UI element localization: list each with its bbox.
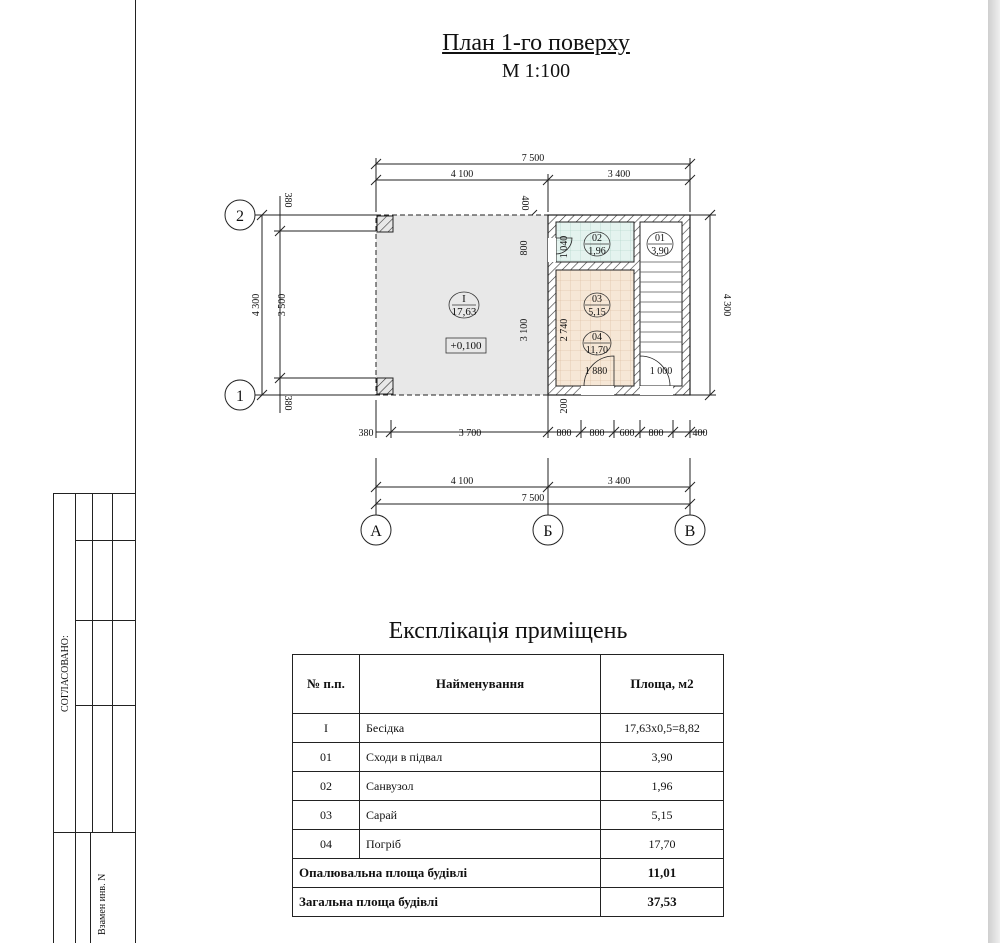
table-row [293,830,724,859]
row-number: 01 [293,743,360,772]
dim-left-inner: 3 500 [277,293,288,317]
row-name: Санвузол [360,772,601,801]
total-area-label: Загальна площа будівлі [293,888,601,917]
row-number: 03 [293,801,360,830]
stamp-inv-split [90,832,91,943]
room-02-area: 1,96 [588,246,606,257]
dim-bottom-800a: 800 [556,428,572,439]
column-top-left [377,216,393,232]
room-I-area: 17,63 [451,306,477,318]
page-edge-shadow [988,0,1000,943]
col-header-area: Площа, м2 [601,655,724,714]
row-number: 04 [293,830,360,859]
dim-bottom-400: 400 [692,428,708,439]
heated-area-value: 11,01 [601,859,724,888]
dim-mid-200: 200 [559,398,570,414]
dim-right-total: 4 300 [721,293,732,317]
col-header-name: Найменування [360,655,601,714]
stamp-row-3 [75,705,136,706]
dim-top-total: 7 500 [521,153,545,164]
axis-label-2: 2 [236,208,244,225]
room-02-number: 02 [592,233,602,244]
room-03-number: 03 [592,294,602,305]
axis-label-1: 1 [236,388,244,405]
dim-room-1880: 1 880 [584,366,608,377]
row-area: 17,63х0,5=8,82 [601,714,724,743]
plan-scale: М 1:100 [501,60,571,82]
room-01-number: 01 [655,233,665,244]
row-area: 3,90 [601,743,724,772]
axis-label-b: Б [543,523,553,540]
room-03-area: 5,15 [588,307,606,318]
dim-bottom-800c: 800 [648,428,664,439]
floor-level-mark: +0,100 [450,340,482,352]
dim-mid-400: 400 [519,195,530,211]
dim-room-1000: 1 000 [649,366,673,377]
table-row [293,801,724,830]
row-area: 5,15 [601,801,724,830]
row-name: Сарай [360,801,601,830]
heated-area-row [293,859,724,888]
dim-bottom2-left: 4 100 [450,476,474,487]
heated-area-label: Опалювальна площа будівлі [293,859,601,888]
explication-header-row [293,655,724,714]
dim-mid-3100: 3 100 [519,318,530,342]
table-row [293,714,724,743]
row-name: Сходи в підвал [360,743,601,772]
dim-door-1040: 1 040 [559,235,570,259]
row-area: 17,70 [601,830,724,859]
row-number: 02 [293,772,360,801]
total-area-value: 37,53 [601,888,724,917]
dim-bottom-600: 600 [619,428,635,439]
table-row [293,772,724,801]
dim-mid-800: 800 [519,240,530,256]
stamp-replace-inv-label: Взамен инв. N [97,873,108,935]
dim-bottom-800b: 800 [589,428,605,439]
row-number: I [293,714,360,743]
dim-bottom2-total: 7 500 [521,493,545,504]
dim-bottom-380: 380 [358,428,374,439]
room-I-number: I [462,293,466,305]
room-01-area: 3,90 [651,246,669,257]
explication-title: Експлікація приміщень [388,618,628,644]
dim-left-bottom: 380 [282,395,293,411]
row-area: 1,96 [601,772,724,801]
dim-top-right: 3 400 [607,169,631,180]
room-label-I [449,292,479,318]
stamp-row-2 [75,620,136,621]
stamp-agreed-label: СОГЛАСОВАНО: [60,635,71,712]
col-header-number: № п.п. [293,655,360,714]
dim-top-left: 4 100 [450,169,474,180]
dim-bottom-3700: 3 700 [458,428,482,439]
total-area-row [293,888,724,917]
row-name: Бесідка [360,714,601,743]
room-04-area: 11,70 [585,345,609,356]
table-row [293,743,724,772]
room-04-number: 04 [592,332,602,343]
axis-label-c: В [684,523,696,540]
stamp-row-4 [53,832,136,833]
row-name: Погріб [360,830,601,859]
dim-left-total: 4 300 [251,293,262,317]
plan-title: План 1-го поверху [442,30,630,56]
explication-table [292,654,724,917]
dim-left-top: 380 [282,192,293,208]
dim-bottom2-right: 3 400 [607,476,631,487]
dim-room-2740: 2 740 [559,318,570,342]
axis-label-a: А [370,523,382,540]
column-bottom-left [377,378,393,394]
